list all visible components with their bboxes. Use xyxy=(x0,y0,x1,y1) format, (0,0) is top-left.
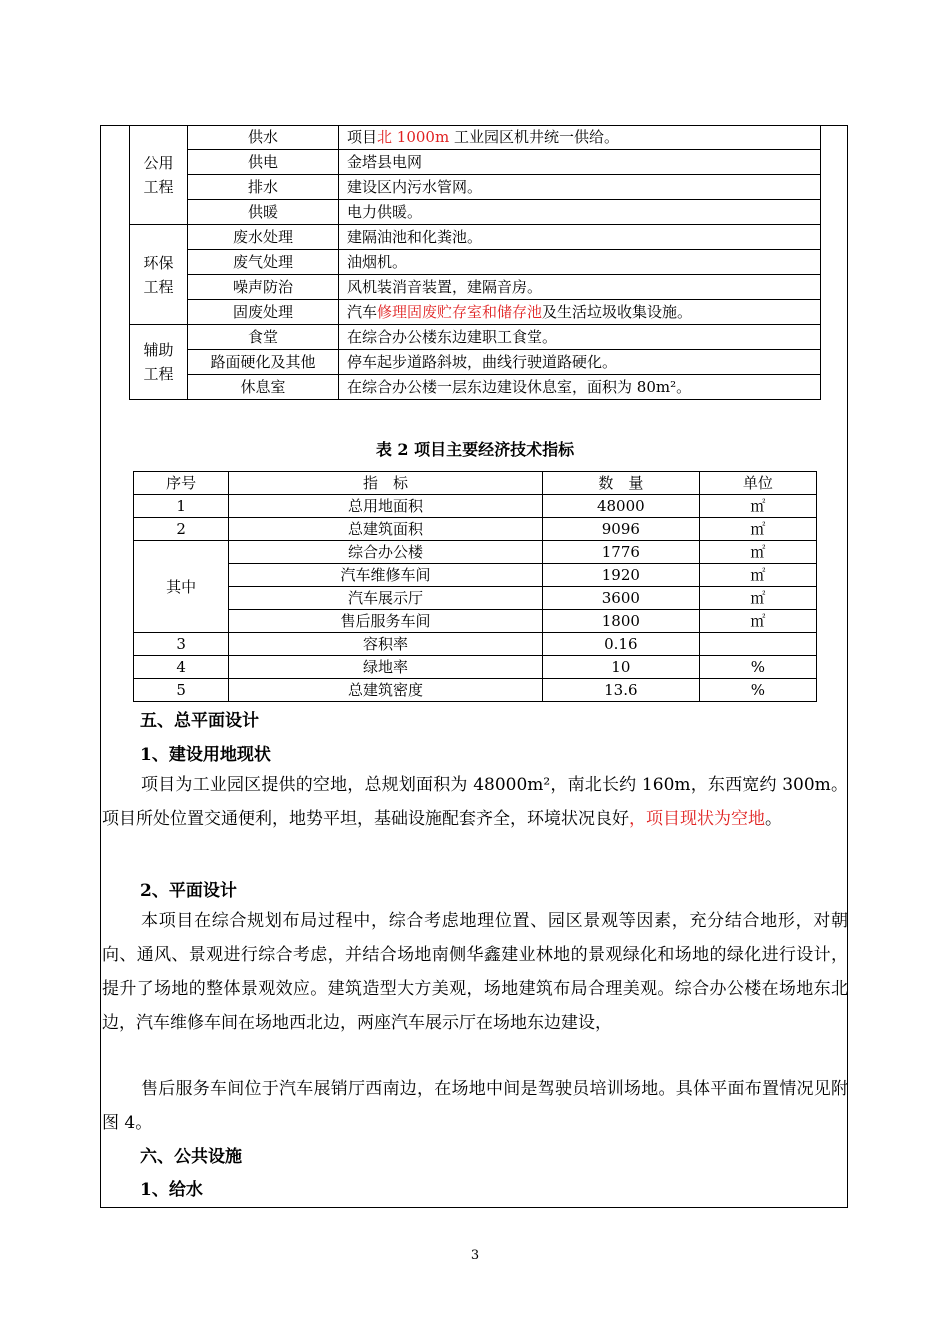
desc-cell xyxy=(339,150,821,175)
table-row xyxy=(134,587,817,610)
table-row xyxy=(130,150,821,175)
desc-cell xyxy=(339,375,821,400)
unit-cell: ㎡ xyxy=(699,587,816,610)
unit-cell: % xyxy=(699,679,816,702)
value-cell: 3600 xyxy=(542,587,699,610)
paragraph-layout-design: 本项目在综合规划布局过程中，综合考虑地理位置、园区景观等因素，充分结合地形，对朝向、通风、景观进行综合考虑，并结合场地南侧华鑫建业林地的景观绿化和场地的绿化进行设计，提升了场地的整体景观效应。建筑造型大方美观，场地建筑布局合理美观。综合办公楼在场地东北边，汽车维修车间在场地西北边，两座汽车展示厅在场地东边建设， xyxy=(102,911,848,1033)
category-label: 辅助 xyxy=(143,341,174,359)
table-row xyxy=(130,325,821,350)
table-row xyxy=(130,275,821,300)
name-cell: 售后服务车间 xyxy=(229,610,543,633)
table-row xyxy=(130,300,821,325)
text-run: 在综合办公楼一层东边建设休息室，面积为 80m²。 xyxy=(347,378,692,396)
text-run: 风机装消音装置，建隔音房。 xyxy=(347,278,543,296)
header-cell: 数 量 xyxy=(542,472,699,495)
unit-cell: ㎡ xyxy=(699,564,816,587)
desc-cell xyxy=(339,275,821,300)
category-label: 工程 xyxy=(143,277,174,296)
text-run: 。 xyxy=(765,809,782,829)
item-cell: 固废处理 xyxy=(188,300,339,325)
category-label: 工程 xyxy=(143,365,174,383)
table-row xyxy=(134,633,817,656)
item-cell: 废水处理 xyxy=(188,225,339,250)
text-run: 在综合办公楼东边建职工食堂。 xyxy=(347,328,558,346)
category-label: 工程 xyxy=(143,177,174,196)
text-run: 及生活垃圾收集设施。 xyxy=(542,303,693,321)
section5-sub2: 2、平面设计 xyxy=(140,881,237,901)
name-cell: 总用地面积 xyxy=(229,495,543,518)
table-row xyxy=(130,375,821,400)
value-cell: 1800 xyxy=(542,610,699,633)
no-cell: 3 xyxy=(134,633,229,656)
table-row xyxy=(134,541,817,564)
text-run: 北 1000m xyxy=(377,128,450,146)
unit-cell: ㎡ xyxy=(699,518,816,541)
unit-cell: ㎡ xyxy=(699,495,816,518)
value-cell: 1920 xyxy=(542,564,699,587)
item-cell: 路面硬化及其他 xyxy=(188,350,339,375)
unit-cell: ㎡ xyxy=(699,610,816,633)
table-row xyxy=(134,656,817,679)
item-cell: 供暖 xyxy=(188,200,339,225)
no-cell: 4 xyxy=(134,656,229,679)
table-row xyxy=(134,610,817,633)
section6-sub1: 1、给水 xyxy=(140,1180,203,1200)
text-run: 工业园区机井统一供给。 xyxy=(449,128,619,146)
text-run: 项目 xyxy=(347,128,378,146)
item-cell: 废气处理 xyxy=(188,250,339,275)
text-run: 项目为工业园区提供的空地，总规划面积为 48000m²，南北长约 160m，东西宽约 300m。项目所处位置交通便利，地势平坦，基础设施配套齐全，环境状况良好 xyxy=(102,775,848,829)
unit-cell: % xyxy=(699,656,816,679)
paragraph-site-status xyxy=(102,768,848,836)
no-cell: 1 xyxy=(134,495,229,518)
no-cell: 2 xyxy=(134,518,229,541)
value-cell: 48000 xyxy=(542,495,699,518)
header-cell: 指 标 xyxy=(229,472,543,495)
table-row xyxy=(134,564,817,587)
text-run: 汽车 xyxy=(347,303,378,321)
name-cell: 综合办公楼 xyxy=(229,541,543,564)
unit-cell xyxy=(699,633,816,656)
table-row xyxy=(130,225,821,250)
unit-cell: ㎡ xyxy=(699,541,816,564)
value-cell: 10 xyxy=(542,656,699,679)
desc-cell xyxy=(339,350,821,375)
indicator-table xyxy=(133,471,817,702)
name-cell: 绿地率 xyxy=(229,656,543,679)
table-row xyxy=(130,250,821,275)
table2-title: 表 2 项目主要经济技术指标 xyxy=(375,440,575,459)
name-cell: 总建筑面积 xyxy=(229,518,543,541)
desc-cell xyxy=(339,125,821,150)
value-cell: 1776 xyxy=(542,541,699,564)
table-row xyxy=(130,125,821,150)
table-row xyxy=(134,518,817,541)
table-row xyxy=(130,350,821,375)
table-row xyxy=(130,200,821,225)
header-row xyxy=(134,472,817,495)
table-row xyxy=(134,679,817,702)
header-cell: 单位 xyxy=(699,472,816,495)
category-label: 公用 xyxy=(143,153,174,172)
desc-cell xyxy=(339,225,821,250)
text-run: ，项目现状为空地 xyxy=(629,809,765,829)
item-cell: 噪声防治 xyxy=(188,275,339,300)
category-cell xyxy=(130,225,188,325)
name-cell: 总建筑密度 xyxy=(229,679,543,702)
text-run: 金塔县电网 xyxy=(347,153,423,171)
header-cell: 序号 xyxy=(134,472,229,495)
name-cell: 容积率 xyxy=(229,633,543,656)
paragraph-service-workshop: 售后服务车间位于汽车展销厅西南边，在场地中间是驾驶员培训场地。具体平面布置情况见附图 4。 xyxy=(102,1079,848,1133)
section6-heading: 六、公共设施 xyxy=(140,1147,242,1167)
table-row xyxy=(130,175,821,200)
section5-sub1: 1、建设用地现状 xyxy=(140,745,271,765)
category-cell xyxy=(130,125,188,225)
name-cell: 汽车维修车间 xyxy=(229,564,543,587)
item-cell: 供水 xyxy=(188,125,339,150)
no-cell: 5 xyxy=(134,679,229,702)
name-cell: 汽车展示厅 xyxy=(229,587,543,610)
value-cell: 13.6 xyxy=(542,679,699,702)
desc-cell xyxy=(339,325,821,350)
category-label: 环保 xyxy=(143,253,174,272)
category-cell xyxy=(130,325,188,400)
desc-cell xyxy=(339,300,821,325)
text-run: 电力供暖。 xyxy=(347,203,423,221)
section5-heading: 五、总平面设计 xyxy=(140,711,259,731)
page-number: 3 xyxy=(470,1248,480,1263)
desc-cell xyxy=(339,250,821,275)
text-run: 建隔油池和化粪池。 xyxy=(347,228,483,246)
value-cell: 9096 xyxy=(542,518,699,541)
value-cell: 0.16 xyxy=(542,633,699,656)
desc-cell xyxy=(339,200,821,225)
sub-label-cell: 其中 xyxy=(134,541,229,633)
text-run: 修理固废贮存室和储存池 xyxy=(377,303,543,321)
text-run: 停车起步道路斜坡，曲线行驶道路硬化。 xyxy=(347,353,618,371)
item-cell: 休息室 xyxy=(188,375,339,400)
text-run: 建设区内污水管网。 xyxy=(347,178,483,196)
table-row xyxy=(134,495,817,518)
item-cell: 排水 xyxy=(188,175,339,200)
item-cell: 食堂 xyxy=(188,325,339,350)
desc-cell xyxy=(339,175,821,200)
text-run: 油烟机。 xyxy=(347,253,408,271)
item-cell: 供电 xyxy=(188,150,339,175)
engineering-table xyxy=(129,125,821,400)
